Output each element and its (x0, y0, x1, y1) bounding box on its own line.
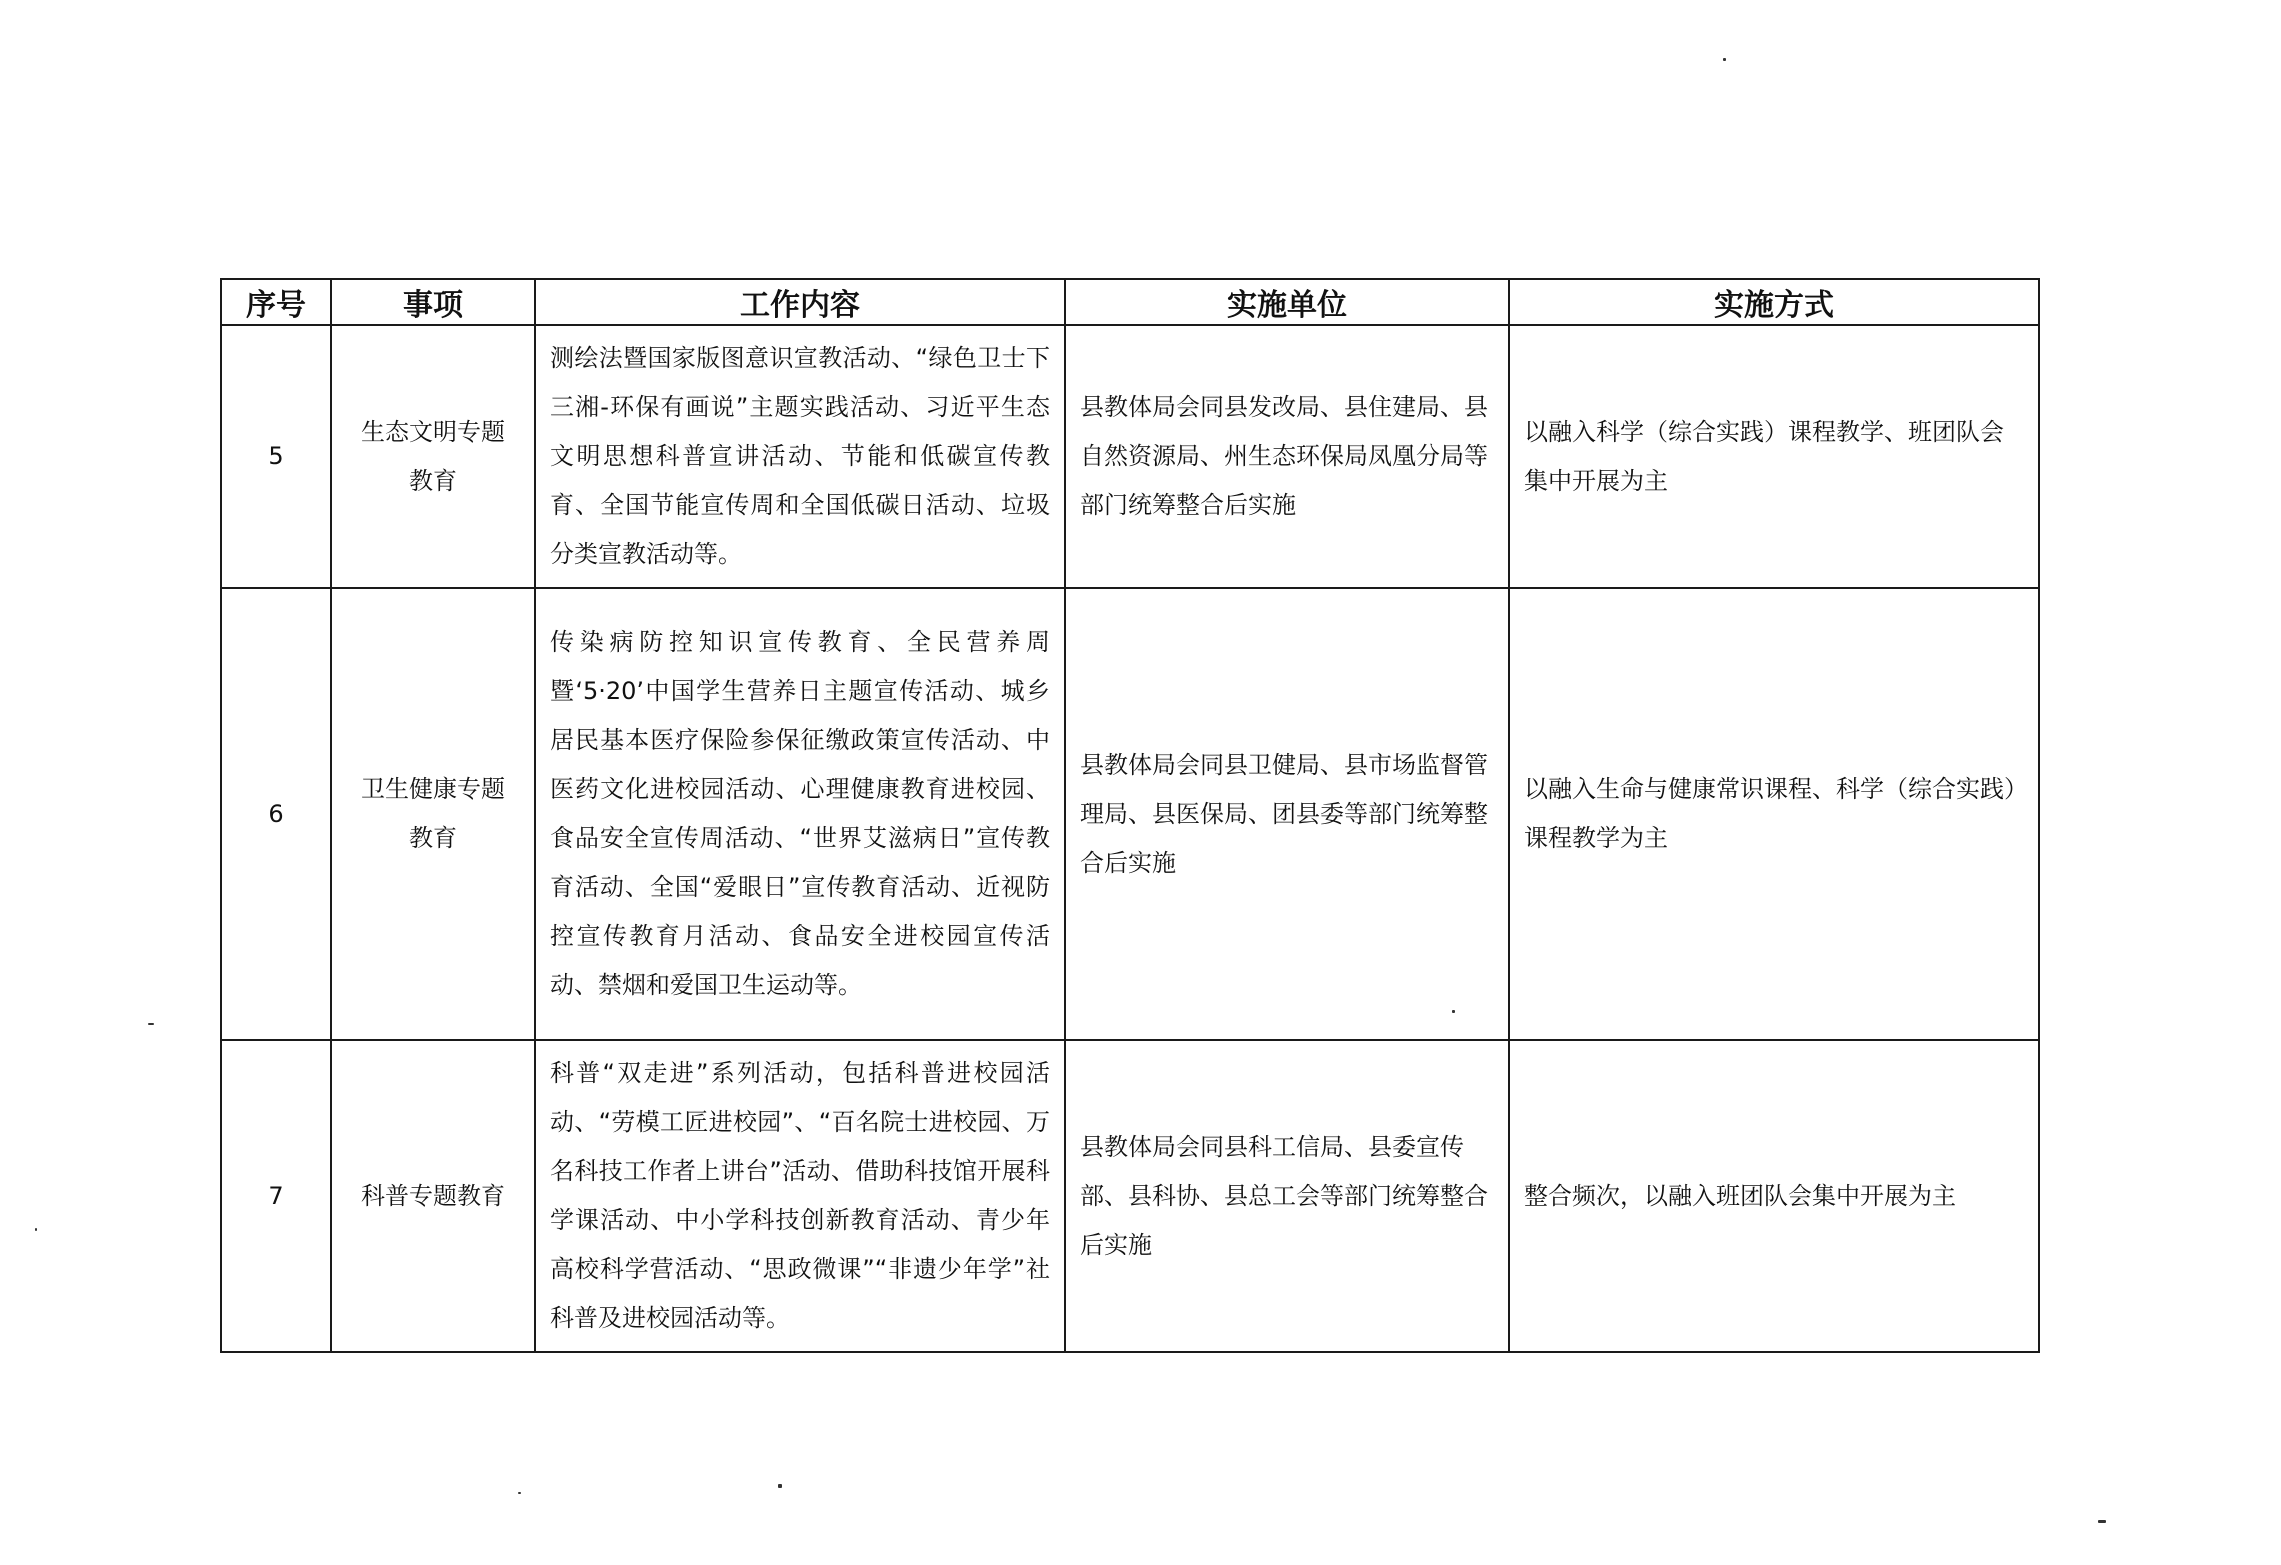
row-unit: 县教体局会同县科工信局、县委宣传部、县科协、县总工会等部门统筹整合后实施 (1065, 1040, 1509, 1352)
scan-speck (518, 1492, 521, 1494)
row-content: 传染病防控知识宣传教育、全民营养周暨‘5·20’中国学生营养日主题宣传活动、城乡居民基本医疗保险参保征缴政策宣传活动、中医药文化进校园活动、心理健康教育进校园、食品安全宣传周活动、“世界艾滋病日”宣传教育活动、全国“爱眼日”宣传教育活动、近视防控宣传教育月活动、食品安全进校园宣传活动、禁烟和爱国卫生运动等。 (535, 588, 1065, 1040)
row-number: 7 (221, 1040, 331, 1352)
row-item-line: 教育 (409, 824, 457, 852)
row-method: 以融入科学（综合实践）课程教学、班团队会集中开展为主 (1509, 325, 2039, 588)
scan-speck (35, 1228, 37, 1231)
table-row (221, 1040, 2039, 1352)
row-number: 6 (221, 588, 331, 1040)
row-item (331, 588, 535, 1040)
table-header-row (221, 279, 2039, 325)
header-item: 事项 (331, 279, 535, 325)
row-item (331, 1040, 535, 1352)
row-item-line: 教育 (409, 466, 457, 495)
row-item (331, 325, 535, 588)
row-method: 整合频次，以融入班团队会集中开展为主 (1509, 1040, 2039, 1352)
scan-speck (1723, 58, 1726, 61)
row-unit: 县教体局会同县卫健局、县市场监督管理局、县医保局、团县委等部门统筹整合后实施 (1065, 588, 1509, 1040)
scan-speck (1452, 1010, 1455, 1013)
row-method: 以融入生命与健康常识课程、科学（综合实践）课程教学为主 (1509, 588, 2039, 1040)
row-item-line: 生态文明专题 (361, 417, 505, 446)
table-row (221, 588, 2039, 1040)
scan-speck (778, 1484, 782, 1488)
row-unit: 县教体局会同县发改局、县住建局、县自然资源局、州生态环保局凤凰分局等部门统筹整合后实施 (1065, 325, 1509, 588)
table-row (221, 325, 2039, 588)
row-number: 5 (221, 325, 331, 588)
scan-speck (2098, 1520, 2106, 1523)
header-no: 序号 (221, 279, 331, 325)
row-content: 科普“双走进”系列活动，包括科普进校园活动、“劳模工匠进校园”、“百名院士进校园、万名科技工作者上讲台”活动、借助科技馆开展科学课活动、中小学科技创新教育活动、青少年高校科学营活动、“思政微课”“非遗少年学”社科普及进校园活动等。 (535, 1040, 1065, 1352)
header-method: 实施方式 (1509, 279, 2039, 325)
scan-speck (148, 1023, 154, 1025)
header-unit: 实施单位 (1065, 279, 1509, 325)
row-item-line: 科普专题教育 (361, 1181, 505, 1210)
policy-table (220, 278, 2040, 1353)
row-item-line: 卫生健康专题 (361, 775, 505, 803)
row-content: 测绘法暨国家版图意识宣教活动、“绿色卫士下三湘-环保有画说”主题实践活动、习近平生态文明思想科普宣讲活动、节能和低碳宣传教育、全国节能宣传周和全国低碳日活动、垃圾分类宣教活动等。 (535, 325, 1065, 588)
header-content: 工作内容 (535, 279, 1065, 325)
